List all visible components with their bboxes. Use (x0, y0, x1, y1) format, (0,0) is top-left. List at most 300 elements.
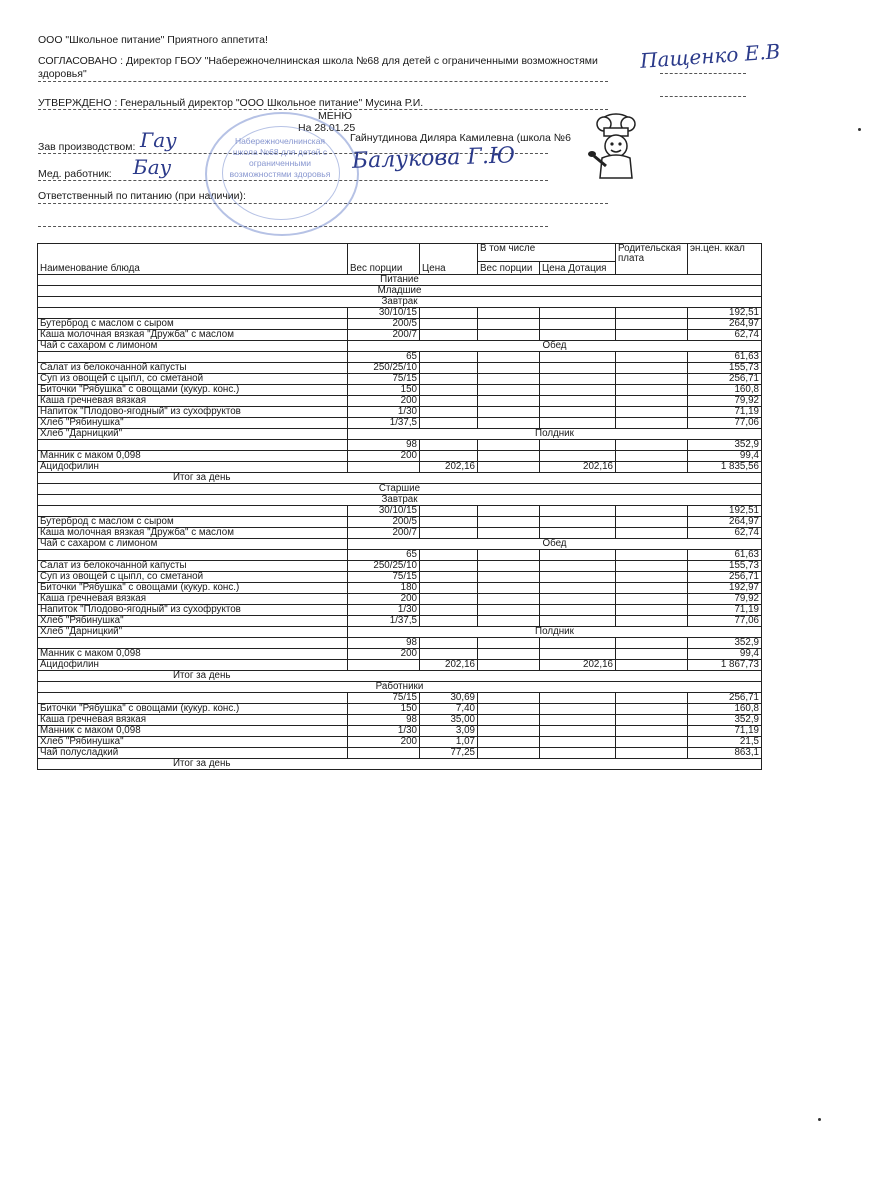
portion-weight: 150 (348, 704, 420, 715)
inc-weight (478, 583, 540, 594)
table-row (38, 517, 762, 528)
price (420, 638, 478, 649)
price (420, 396, 478, 407)
col-header-including: В том числе (478, 244, 616, 262)
parent-payment (616, 561, 688, 572)
price (420, 605, 478, 616)
section-label: Полдник (348, 627, 762, 638)
price (420, 363, 478, 374)
parent-payment (616, 572, 688, 583)
inc-weight (478, 385, 540, 396)
portion-weight: 200 (348, 649, 420, 660)
energy-kcal: 71,19 (688, 407, 762, 418)
parent-payment (616, 715, 688, 726)
dish-name: Салат из белокочанной капусты (38, 561, 348, 572)
parent-payment (616, 319, 688, 330)
section-label: Полдник (348, 429, 762, 440)
portion-weight: 75/15 (348, 374, 420, 385)
table-row (38, 715, 762, 726)
portion-weight: 1/37,5 (348, 418, 420, 429)
dish-name (38, 440, 348, 451)
energy-kcal: 99,4 (688, 649, 762, 660)
dish-name: Ацидофилин (38, 462, 348, 473)
parent-payment (616, 440, 688, 451)
company-line: ООО "Школьное питание" Приятного аппетита! (38, 34, 268, 46)
subsidy-price (540, 715, 616, 726)
inc-weight (478, 506, 540, 517)
col-header-inc-subsidy: Цена Дотация (540, 261, 616, 274)
energy-kcal: 71,19 (688, 726, 762, 737)
portion-weight: 200 (348, 396, 420, 407)
subsidy-price (540, 330, 616, 341)
dish-name: Биточки "Рябушка" с овощами (кукур. конс.) (38, 385, 348, 396)
dish-name: Напиток "Плодово-ягодный" из сухофруктов (38, 605, 348, 616)
inc-weight (478, 616, 540, 627)
parent-payment (616, 638, 688, 649)
dish-name: Биточки "Рябушка" с овощами (кукур. конс.) (38, 704, 348, 715)
energy-kcal: 1 867,73 (688, 660, 762, 671)
total-row (38, 759, 762, 770)
energy-kcal: 71,19 (688, 605, 762, 616)
portion-weight: 200 (348, 594, 420, 605)
dish-name: Манник с маком 0,098 (38, 649, 348, 660)
total-label: Итог за день (38, 473, 762, 484)
portion-weight: 200 (348, 451, 420, 462)
price (420, 418, 478, 429)
price (420, 594, 478, 605)
energy-kcal: 79,92 (688, 594, 762, 605)
col-header-energy: эн.цен. ккал (688, 244, 762, 275)
dish-name: Хлеб "Рябинушка" (38, 418, 348, 429)
price (420, 550, 478, 561)
price: 202,16 (420, 462, 478, 473)
divider (660, 73, 746, 74)
portion-weight: 1/30 (348, 605, 420, 616)
subsidy-price (540, 352, 616, 363)
inc-weight (478, 594, 540, 605)
portion-weight: 200 (348, 737, 420, 748)
energy-kcal: 62,74 (688, 330, 762, 341)
inc-weight (478, 693, 540, 704)
subsidy-price (540, 726, 616, 737)
col-header-price: Цена (420, 244, 478, 275)
table-row (38, 374, 762, 385)
dish-name: Манник с маком 0,098 (38, 726, 348, 737)
energy-kcal: 264,97 (688, 319, 762, 330)
agreed-line: СОГЛАСОВАНО : Директор ГБОУ "Набережночелнинская школа №68 для детей с ограниченными возможностями (38, 55, 598, 67)
inc-weight (478, 418, 540, 429)
table-row (38, 726, 762, 737)
inc-weight (478, 396, 540, 407)
portion-weight: 75/15 (348, 572, 420, 583)
dish-name: Бутерброд с маслом с сыром (38, 319, 348, 330)
table-row (38, 418, 762, 429)
inc-weight (478, 726, 540, 737)
total-label: Итог за день (38, 671, 762, 682)
parent-payment (616, 517, 688, 528)
section-row (38, 341, 762, 352)
parent-payment (616, 616, 688, 627)
subsidy-price (540, 704, 616, 715)
price: 30,69 (420, 693, 478, 704)
table-row (38, 638, 762, 649)
energy-kcal: 256,71 (688, 693, 762, 704)
price: 35,00 (420, 715, 478, 726)
table-row (38, 440, 762, 451)
table-row (38, 319, 762, 330)
subsidy-price (540, 363, 616, 374)
price (420, 374, 478, 385)
portion-weight: 200/7 (348, 330, 420, 341)
price (420, 517, 478, 528)
dish-name: Хлеб "Дарницкий" (38, 627, 348, 638)
subsidy-price (540, 451, 616, 462)
price (420, 385, 478, 396)
table-row (38, 572, 762, 583)
subsidy-price (540, 550, 616, 561)
subsidy-price (540, 319, 616, 330)
dish-name: Каша гречневая вязкая (38, 594, 348, 605)
portion-weight: 75/15 (348, 693, 420, 704)
medic-signature: Бау (133, 155, 172, 179)
parent-payment (616, 583, 688, 594)
portion-weight: 65 (348, 550, 420, 561)
dish-name: Каша молочная вязкая "Дружба" с маслом (38, 528, 348, 539)
table-row (38, 396, 762, 407)
table-row (38, 330, 762, 341)
subsidy-price (540, 649, 616, 660)
portion-weight: 200/5 (348, 517, 420, 528)
parent-payment (616, 462, 688, 473)
menu-date: На 28.01.25 (298, 122, 356, 134)
table-row (38, 550, 762, 561)
subsidy-price (540, 638, 616, 649)
price: 77,25 (420, 748, 478, 759)
medic-handwritten-name: Балукова Г.Ю (351, 143, 516, 174)
price (420, 616, 478, 627)
parent-payment (616, 649, 688, 660)
inc-weight (478, 363, 540, 374)
portion-weight (348, 660, 420, 671)
energy-kcal: 264,97 (688, 517, 762, 528)
total-label: Итог за день (38, 759, 762, 770)
parent-payment (616, 605, 688, 616)
dish-name: Салат из белокочанной капусты (38, 363, 348, 374)
approved-line: УТВЕРЖДЕНО : Генеральный директор "ООО Школьное питание" Мусина Р.И. (38, 97, 424, 109)
col-header-weight: Вес порции (348, 244, 420, 275)
portion-weight: 250/25/10 (348, 561, 420, 572)
dish-name (38, 352, 348, 363)
parent-payment (616, 748, 688, 759)
parent-payment (616, 396, 688, 407)
section-label: Обед (348, 539, 762, 550)
inc-weight (478, 748, 540, 759)
dish-name: Ацидофилин (38, 660, 348, 671)
portion-weight: 150 (348, 385, 420, 396)
portion-weight (348, 462, 420, 473)
table-row (38, 649, 762, 660)
inc-weight (478, 440, 540, 451)
price (420, 649, 478, 660)
section-label: Обед (348, 341, 762, 352)
energy-kcal: 160,8 (688, 704, 762, 715)
portion-weight: 1/37,5 (348, 616, 420, 627)
subsidy-price (540, 605, 616, 616)
section-label: Завтрак (38, 495, 762, 506)
energy-kcal: 79,92 (688, 396, 762, 407)
subsidy-price: 202,16 (540, 462, 616, 473)
price (420, 308, 478, 319)
section-row (38, 275, 762, 286)
price (420, 407, 478, 418)
table-row (38, 594, 762, 605)
dish-name: Манник с маком 0,098 (38, 451, 348, 462)
inc-weight (478, 407, 540, 418)
dish-name: Чай полусладкий (38, 748, 348, 759)
inc-weight (478, 550, 540, 561)
medic-label: Мед. работник: (38, 168, 112, 180)
section-row (38, 495, 762, 506)
dish-name (38, 550, 348, 561)
energy-kcal: 192,51 (688, 308, 762, 319)
parent-payment (616, 363, 688, 374)
inc-weight (478, 319, 540, 330)
dish-name: Каша молочная вязкая "Дружба" с маслом (38, 330, 348, 341)
portion-weight: 98 (348, 715, 420, 726)
parent-payment (616, 693, 688, 704)
production-name: Гайнутдинова Диляра Камилевна (школа №6 (350, 132, 571, 144)
dish-name: Биточки "Рябушка" с овощами (кукур. конс.) (38, 583, 348, 594)
col-header-parent: Родительская плата (616, 244, 688, 275)
parent-payment (616, 506, 688, 517)
dish-name: Суп из овощей с цыпл, со сметаной (38, 374, 348, 385)
energy-kcal: 61,63 (688, 550, 762, 561)
section-label: Питание (38, 275, 762, 286)
energy-kcal: 352,9 (688, 715, 762, 726)
parent-payment (616, 308, 688, 319)
subsidy-price (540, 396, 616, 407)
energy-kcal: 77,06 (688, 418, 762, 429)
parent-payment (616, 385, 688, 396)
table-row (38, 451, 762, 462)
chef-icon (586, 112, 644, 184)
divider (38, 81, 608, 82)
energy-kcal: 352,9 (688, 638, 762, 649)
handwritten-name-top-right: Пащенко Е.В (639, 39, 782, 73)
section-label: Работники (38, 682, 762, 693)
table-row (38, 693, 762, 704)
subsidy-price (540, 506, 616, 517)
dish-name: Чай с сахаром с лимоном (38, 341, 348, 352)
portion-weight: 98 (348, 638, 420, 649)
inc-weight (478, 704, 540, 715)
subsidy-price (540, 308, 616, 319)
price (420, 319, 478, 330)
inc-weight (478, 528, 540, 539)
subsidy-price (540, 693, 616, 704)
inc-weight (478, 715, 540, 726)
col-header-name: Наименование блюда (38, 244, 348, 275)
dish-name: Каша гречневая вязкая (38, 715, 348, 726)
parent-payment (616, 330, 688, 341)
subsidy-price (540, 748, 616, 759)
dish-name: Бутерброд с маслом с сыром (38, 517, 348, 528)
parent-payment (616, 352, 688, 363)
inc-weight (478, 352, 540, 363)
energy-kcal: 352,9 (688, 440, 762, 451)
inc-weight (478, 572, 540, 583)
price (420, 330, 478, 341)
section-label: Завтрак (38, 297, 762, 308)
dish-name (38, 506, 348, 517)
price (420, 451, 478, 462)
portion-weight: 30/10/15 (348, 506, 420, 517)
price: 202,16 (420, 660, 478, 671)
energy-kcal: 256,71 (688, 572, 762, 583)
parent-payment (616, 528, 688, 539)
production-label: Зав производством: (38, 141, 136, 153)
inc-weight (478, 737, 540, 748)
energy-kcal: 192,51 (688, 506, 762, 517)
subsidy-price: 202,16 (540, 660, 616, 671)
price: 3,09 (420, 726, 478, 737)
section-row (38, 682, 762, 693)
table-row (38, 561, 762, 572)
section-label: Младшие (38, 286, 762, 297)
price: 1,07 (420, 737, 478, 748)
section-row (38, 539, 762, 550)
inc-weight (478, 561, 540, 572)
parent-payment (616, 407, 688, 418)
table-row (38, 660, 762, 671)
energy-kcal: 155,73 (688, 561, 762, 572)
total-row (38, 473, 762, 484)
dish-name: Хлеб "Рябинушка" (38, 616, 348, 627)
energy-kcal: 863,1 (688, 748, 762, 759)
inc-weight (478, 330, 540, 341)
divider (660, 96, 746, 97)
price (420, 561, 478, 572)
table-row (38, 583, 762, 594)
dish-name: Каша гречневая вязкая (38, 396, 348, 407)
table-row (38, 748, 762, 759)
subsidy-price (540, 561, 616, 572)
energy-kcal: 99,4 (688, 451, 762, 462)
energy-kcal: 61,63 (688, 352, 762, 363)
subsidy-price (540, 517, 616, 528)
subsidy-price (540, 385, 616, 396)
inc-weight (478, 517, 540, 528)
portion-weight: 98 (348, 440, 420, 451)
section-row (38, 484, 762, 495)
dish-name: Чай с сахаром с лимоном (38, 539, 348, 550)
table-row (38, 704, 762, 715)
section-row (38, 627, 762, 638)
price (420, 572, 478, 583)
dish-name (38, 308, 348, 319)
section-row (38, 286, 762, 297)
table-row (38, 605, 762, 616)
responsible-label: Ответственный по питанию (при наличии): (38, 190, 246, 202)
energy-kcal: 160,8 (688, 385, 762, 396)
table-row (38, 352, 762, 363)
parent-payment (616, 418, 688, 429)
scan-speck (818, 1118, 821, 1121)
inc-weight (478, 308, 540, 319)
dish-name: Хлеб "Рябинушка" (38, 737, 348, 748)
subsidy-price (540, 407, 616, 418)
parent-payment (616, 550, 688, 561)
dish-name: Хлеб "Дарницкий" (38, 429, 348, 440)
parent-payment (616, 726, 688, 737)
inc-weight (478, 462, 540, 473)
subsidy-price (540, 594, 616, 605)
energy-kcal: 155,73 (688, 363, 762, 374)
scan-speck (858, 128, 861, 131)
portion-weight (348, 748, 420, 759)
table-row (38, 308, 762, 319)
portion-weight: 1/30 (348, 726, 420, 737)
col-header-inc-weight: Вес порции (478, 261, 540, 274)
subsidy-price (540, 572, 616, 583)
parent-payment (616, 374, 688, 385)
inc-weight (478, 660, 540, 671)
subsidy-price (540, 440, 616, 451)
total-row (38, 671, 762, 682)
energy-kcal: 21,5 (688, 737, 762, 748)
parent-payment (616, 451, 688, 462)
subsidy-price (540, 528, 616, 539)
menu-table (37, 243, 762, 770)
section-row (38, 429, 762, 440)
portion-weight: 180 (348, 583, 420, 594)
table-row (38, 616, 762, 627)
portion-weight: 65 (348, 352, 420, 363)
production-signature: Гау (140, 128, 177, 152)
inc-weight (478, 451, 540, 462)
price (420, 583, 478, 594)
portion-weight: 250/25/10 (348, 363, 420, 374)
table-row (38, 528, 762, 539)
dish-name (38, 693, 348, 704)
portion-weight: 30/10/15 (348, 308, 420, 319)
energy-kcal: 192,97 (688, 583, 762, 594)
parent-payment (616, 737, 688, 748)
subsidy-price (540, 583, 616, 594)
dish-name (38, 638, 348, 649)
portion-weight: 1/30 (348, 407, 420, 418)
table-row (38, 737, 762, 748)
parent-payment (616, 704, 688, 715)
inc-weight (478, 605, 540, 616)
table-row (38, 385, 762, 396)
price: 7,40 (420, 704, 478, 715)
price (420, 528, 478, 539)
menu-title: МЕНЮ (318, 110, 352, 122)
energy-kcal: 77,06 (688, 616, 762, 627)
price (420, 506, 478, 517)
agreed-line-2: здоровья" (38, 68, 87, 80)
price (420, 352, 478, 363)
table-row (38, 363, 762, 374)
dish-name: Напиток "Плодово-ягодный" из сухофруктов (38, 407, 348, 418)
energy-kcal: 62,74 (688, 528, 762, 539)
inc-weight (478, 649, 540, 660)
table-row (38, 462, 762, 473)
table-row (38, 506, 762, 517)
energy-kcal: 256,71 (688, 374, 762, 385)
subsidy-price (540, 374, 616, 385)
